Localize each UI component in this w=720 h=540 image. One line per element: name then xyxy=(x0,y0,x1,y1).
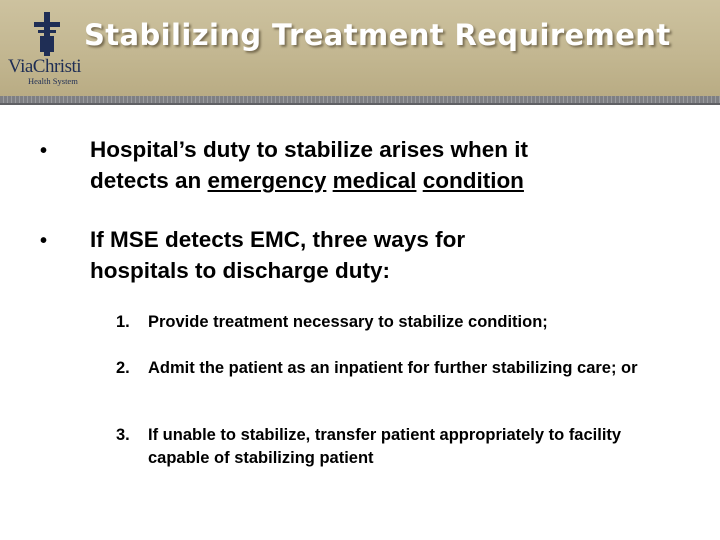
logo-name: ViaChristi xyxy=(8,56,82,77)
underlined-term: condition xyxy=(422,168,524,193)
header-divider xyxy=(0,96,720,103)
cross-logo-icon xyxy=(32,12,62,56)
list-item: If unable to stabilize, transfer patient appropriately to facility capable of stabilizing patient xyxy=(148,426,622,467)
list-number: 2. xyxy=(116,359,130,377)
list-item: Provide treatment necessary to stabilize condition; xyxy=(148,313,548,331)
bullet-marker: • xyxy=(40,140,48,162)
bullet-text-1 xyxy=(90,134,690,196)
list-number: 1. xyxy=(116,313,130,331)
bullet-1-line-1: Hospital’s duty to stabilize arises when it xyxy=(90,137,529,162)
underlined-term: medical xyxy=(332,168,417,193)
bullet-1-line-2-prefix: detects an xyxy=(90,168,208,193)
underlined-term: emergency xyxy=(207,168,327,193)
list-item: Admit the patient as an inpatient for further stabilizing care; or xyxy=(148,359,638,377)
bullet-2-line-2: hospitals to discharge duty: xyxy=(90,258,391,283)
bullet-text-2 xyxy=(90,224,690,286)
bullet-marker: • xyxy=(40,230,48,252)
logo-subtitle: Health System xyxy=(28,76,78,86)
bullet-2-line-1: If MSE detects EMC, three ways for xyxy=(90,227,466,252)
slide-title: Stabilizing Treatment Requirement xyxy=(84,18,671,52)
list-number: 3. xyxy=(116,426,130,444)
logo xyxy=(4,6,90,92)
header-divider-line xyxy=(0,103,720,105)
bullet-1-line-2 xyxy=(90,165,690,196)
